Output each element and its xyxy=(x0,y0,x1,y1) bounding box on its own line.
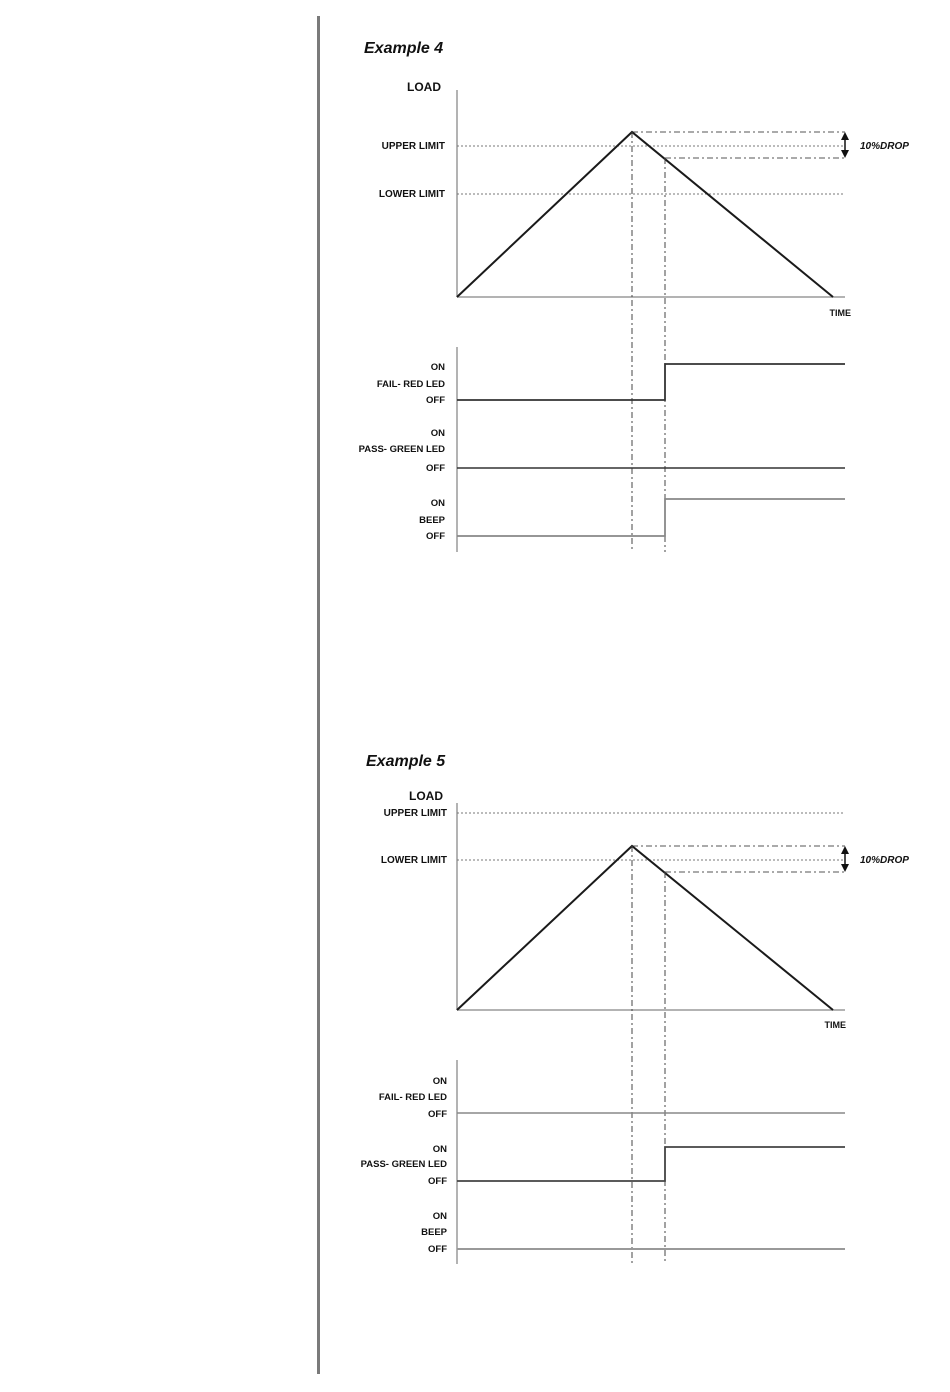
pass-led-name-label: PASS- GREEN LED xyxy=(358,444,445,455)
load-label: LOAD xyxy=(407,80,441,94)
beep-on-label: ON xyxy=(430,498,445,509)
example-5-heading: Example 5 xyxy=(366,753,446,770)
time-label: TIME xyxy=(824,1020,846,1030)
fail-led-on-label: ON xyxy=(432,1076,447,1087)
fail-led-on-label: ON xyxy=(430,362,445,373)
fail-led-off-label: OFF xyxy=(428,1109,447,1120)
pass-led-on-label: ON xyxy=(430,428,445,439)
drop-arrow-head-down xyxy=(841,864,849,872)
pass-led-off-label: OFF xyxy=(426,463,445,474)
load-curve xyxy=(457,846,833,1010)
beep-off-label: OFF xyxy=(428,1244,447,1255)
upper-limit-label: UPPER LIMIT xyxy=(383,808,447,819)
time-label: TIME xyxy=(829,308,851,318)
fail-led-name-label: FAIL- RED LED xyxy=(376,379,445,390)
example-4-heading: Example 4 xyxy=(364,40,444,57)
lower-limit-label: LOWER LIMIT xyxy=(380,855,447,866)
beep-name-label: BEEP xyxy=(419,515,445,526)
pass-led-trace xyxy=(457,1147,845,1181)
fail-led-name-label: FAIL- RED LED xyxy=(378,1092,447,1103)
beep-off-label: OFF xyxy=(426,531,445,542)
pass-led-off-label: OFF xyxy=(428,1176,447,1187)
drop-arrow-head-up xyxy=(841,846,849,854)
lower-limit-label: LOWER LIMIT xyxy=(378,189,445,200)
beep-name-label: BEEP xyxy=(421,1227,447,1238)
load-label: LOAD xyxy=(409,789,443,803)
beep-on-label: ON xyxy=(432,1211,447,1222)
fail-led-off-label: OFF xyxy=(426,395,445,406)
drop-label: 10%DROP xyxy=(860,855,909,866)
upper-limit-label: UPPER LIMIT xyxy=(381,141,445,152)
pass-led-name-label: PASS- GREEN LED xyxy=(360,1159,447,1170)
pass-led-on-label: ON xyxy=(432,1144,447,1155)
drop-label: 10%DROP xyxy=(860,141,909,152)
